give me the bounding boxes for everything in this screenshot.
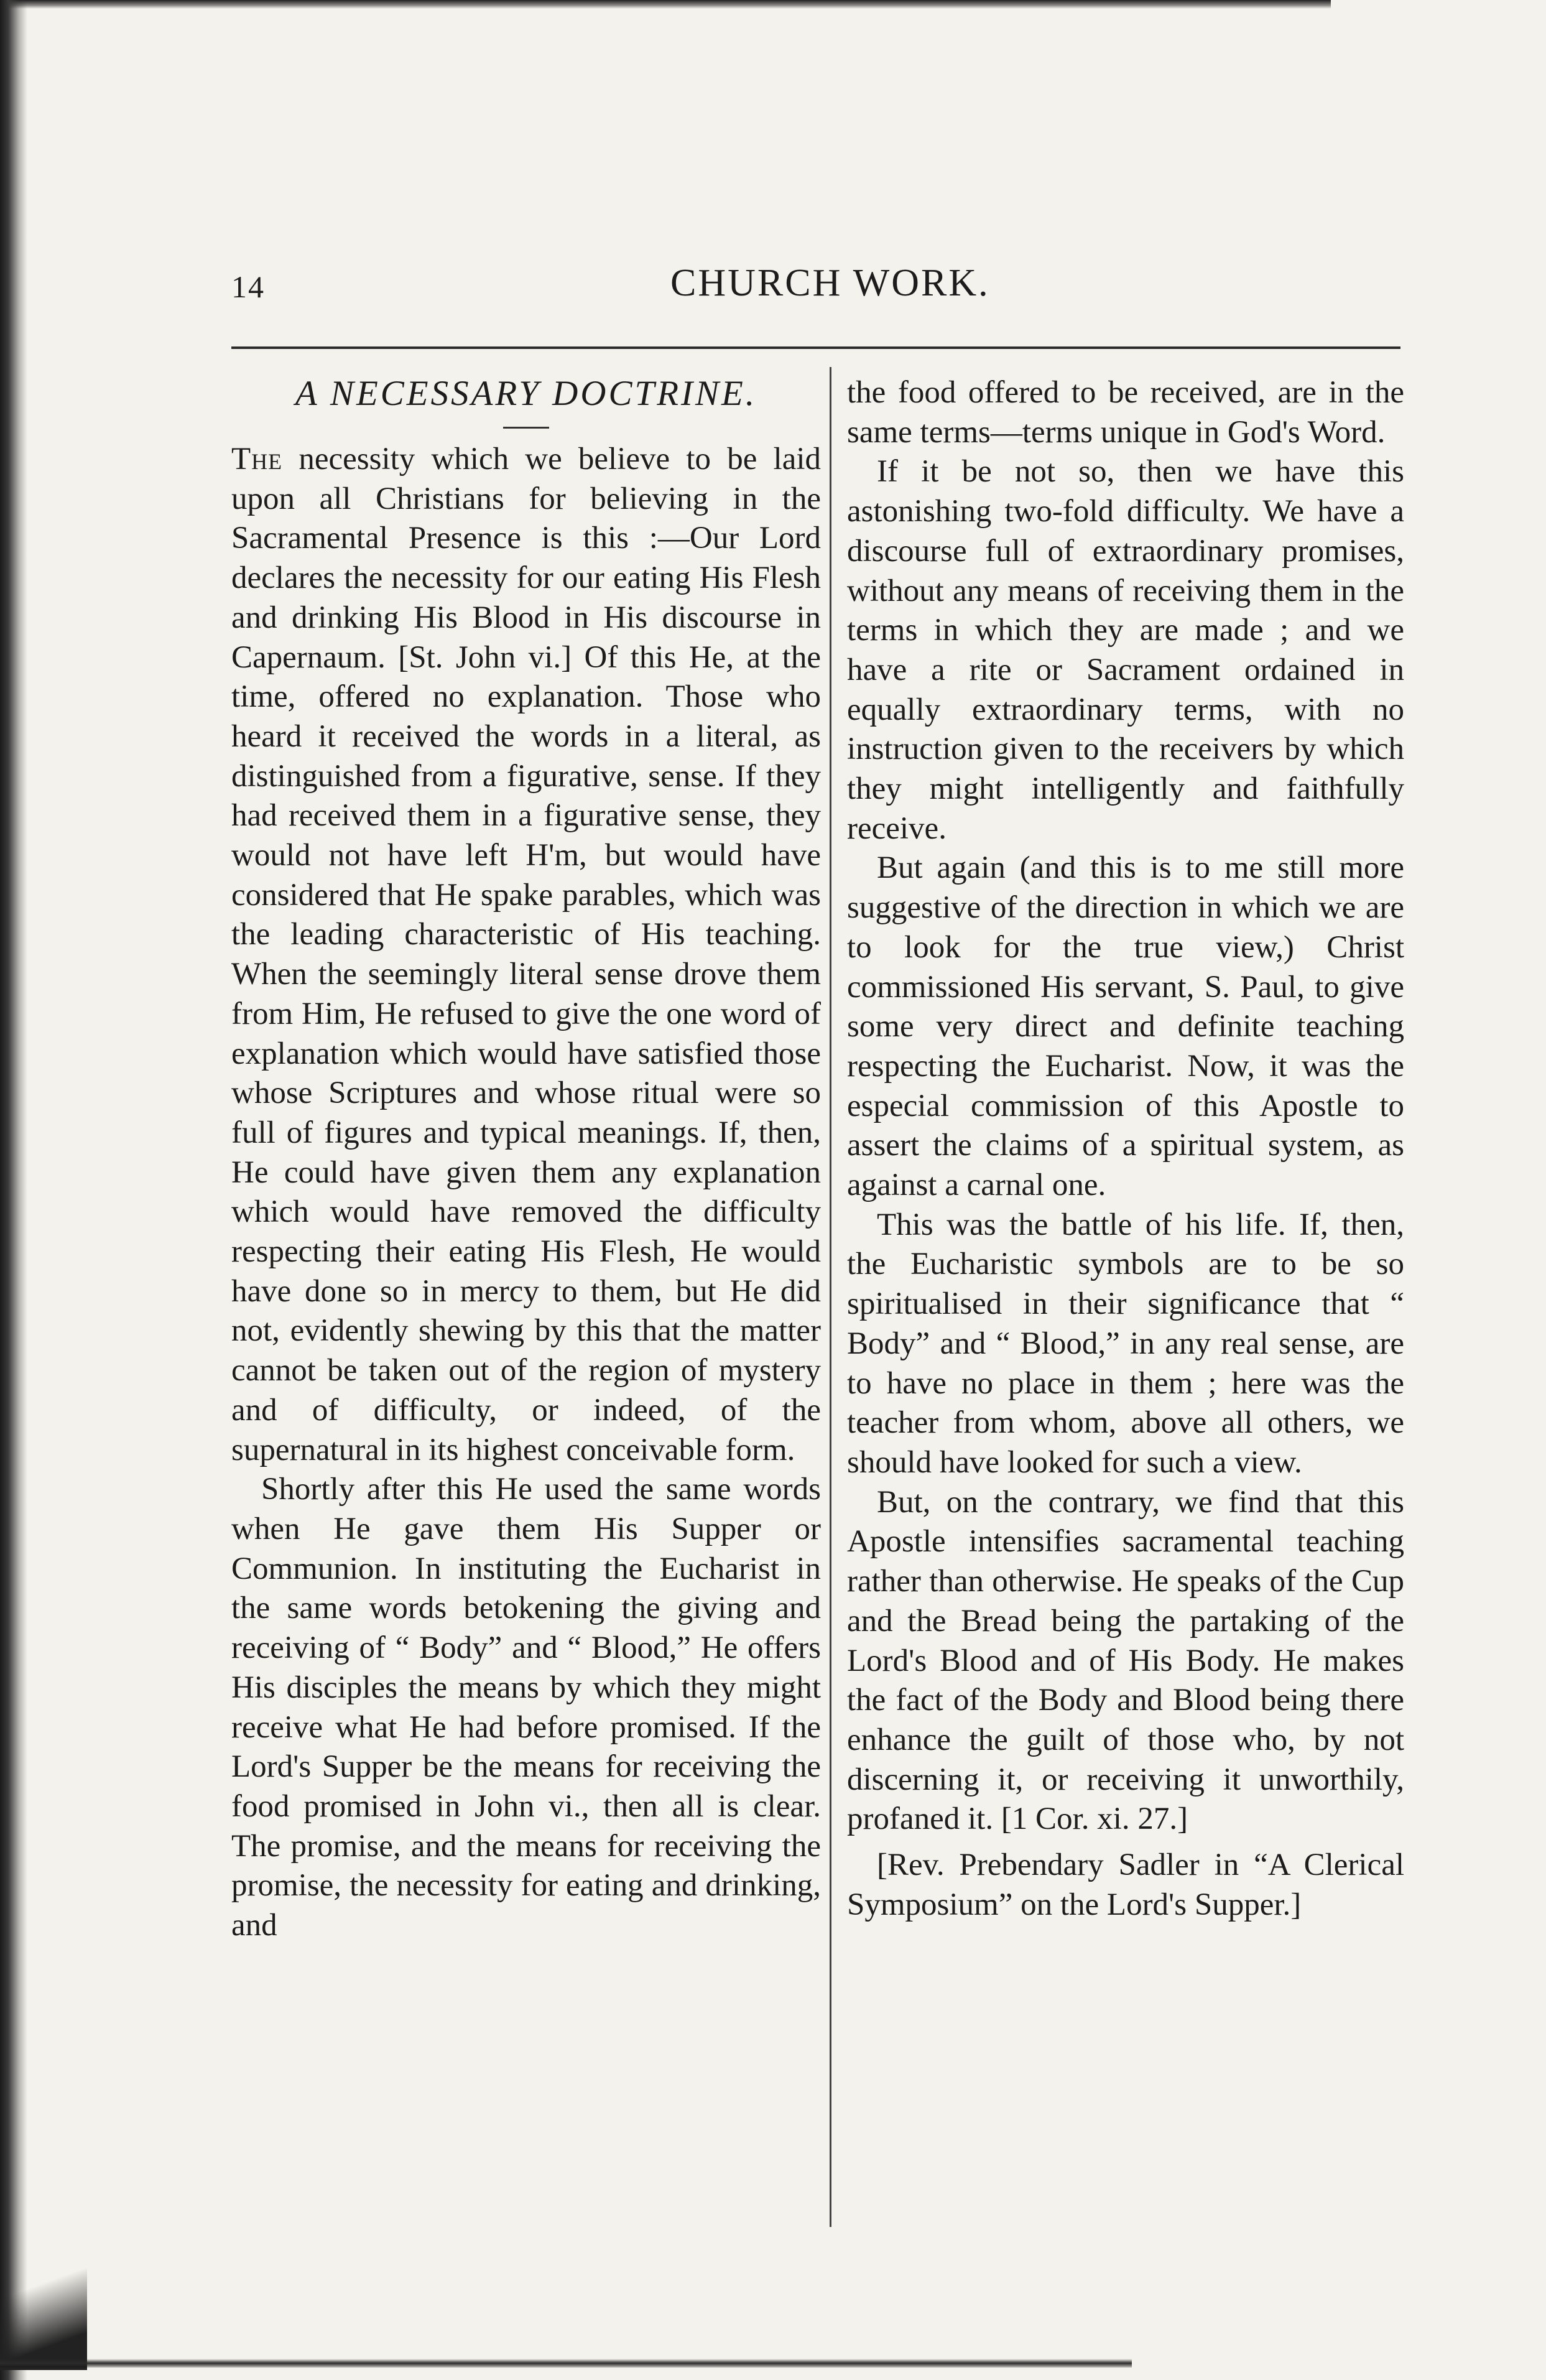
lead-word: The: [231, 442, 283, 476]
paragraph-continued: the food offered to be received, are in the same terms—terms unique in God's Word.: [847, 375, 1404, 450]
paragraph-6: But, on the contrary, we find that this Apostle intensifies sacramental teaching rather than otherwise. He speaks of the Cup and the Bread being the partaking of the Lord's Blood and of His Body. He makes the fact of the Body and Blood being there enhance the guilt of those who, by not discerning it, or receiving it unworthily, profaned it. [1 Cor. xi. 27.]: [847, 1484, 1404, 1837]
page-header: [0, 261, 1546, 311]
right-column: [847, 373, 1404, 1925]
left-column: [231, 373, 821, 1946]
page-edge-left-shadow: [0, 0, 27, 2380]
header-rule: [231, 346, 1400, 349]
page-corner-shadow: [0, 2215, 87, 2370]
column-divider: [830, 367, 831, 2227]
attribution: [Rev. Prebendary Sadler in “A Clerical Symposium” on the Lord's Supper.]: [847, 1848, 1404, 1922]
paragraph-1: [231, 440, 821, 1470]
paragraph-1-text: necessity which we believe to be laid upon all Christians for believing in the Sacramental Presence is this :—Our Lord declares the necessity for our eating His Flesh and drinking His Blood in His discourse in Capernaum. [St. John vi.] Of this He, at the time, offered no explanation. Those who heard it received the words in a literal, as distinguished from a figurative, sense. If they had received them in a figurative sense, they would not have left H'm, but would have considered that He spake parables, which was the leading characteristic of His teaching. When the seemingly literal sense drove them from Him, He refused to give the one word of explanation which would have satisfied those whose Scriptures and whose ritual were so full of figures and typical meanings. If, then, He could have given them any explanation which would have removed the difficulty respecting their eating His Flesh, He would have done so in mercy to them, but He did not, evidently shewing by this that the matter cannot be taken out of the region of mystery and of difficulty, or indeed, of the supernatural in its highest conceivable form.: [231, 442, 821, 1467]
title-rule: [503, 427, 549, 429]
article-title: A NECESSARY DOCTRINE.: [295, 374, 757, 413]
page-number: 14: [231, 269, 265, 304]
paragraph-4: But again (and this is to me still more suggestive of the direction in which we are to look for the true view,) Christ commissioned His servant, S. Paul, to give some very direct and definite teaching respecting the Eucharist. Now, it was the especial commission of this Apostle to assert the claims of a spiritual system, as against a carnal one.: [847, 850, 1404, 1203]
running-title: CHURCH WORK.: [670, 262, 990, 304]
page-edge-bottom-shadow: [0, 2359, 1132, 2368]
paragraph-3: If it be not so, then we have this astonishing two-fold difficulty. We have a discourse full of extraordinary promises, without any means of receiving them in the terms in which they are made ; and we have a rite or Sacrament ordained in equally extraordinary terms, with no instruction given to the receivers by which they might intelligently and faithfully receive.: [847, 454, 1404, 846]
paragraph-2: Shortly after this He used the same words when He gave them His Supper or Communion. In instituting the Eucharist in the same words betokening the giving and receiving of “ Body” and “ Blood,” He offers His disciples the means by which they might receive what He had before promised. If the Lord's Supper be the means for receiving the food promised in John vi., then all is clear. The promise, and the means for receiving the promise, the necessity for eating and drinking, and: [231, 1472, 821, 1943]
paragraph-5: This was the battle of his life. If, then, the Eucharistic symbols are to be so spiritualised in their significance that “ Body” and “ Blood,” in any real sense, are to have no place in them ; here was the teacher from whom, above all others, we should have looked for such a view.: [847, 1207, 1404, 1480]
page-edge-top-shadow: [0, 0, 1331, 9]
